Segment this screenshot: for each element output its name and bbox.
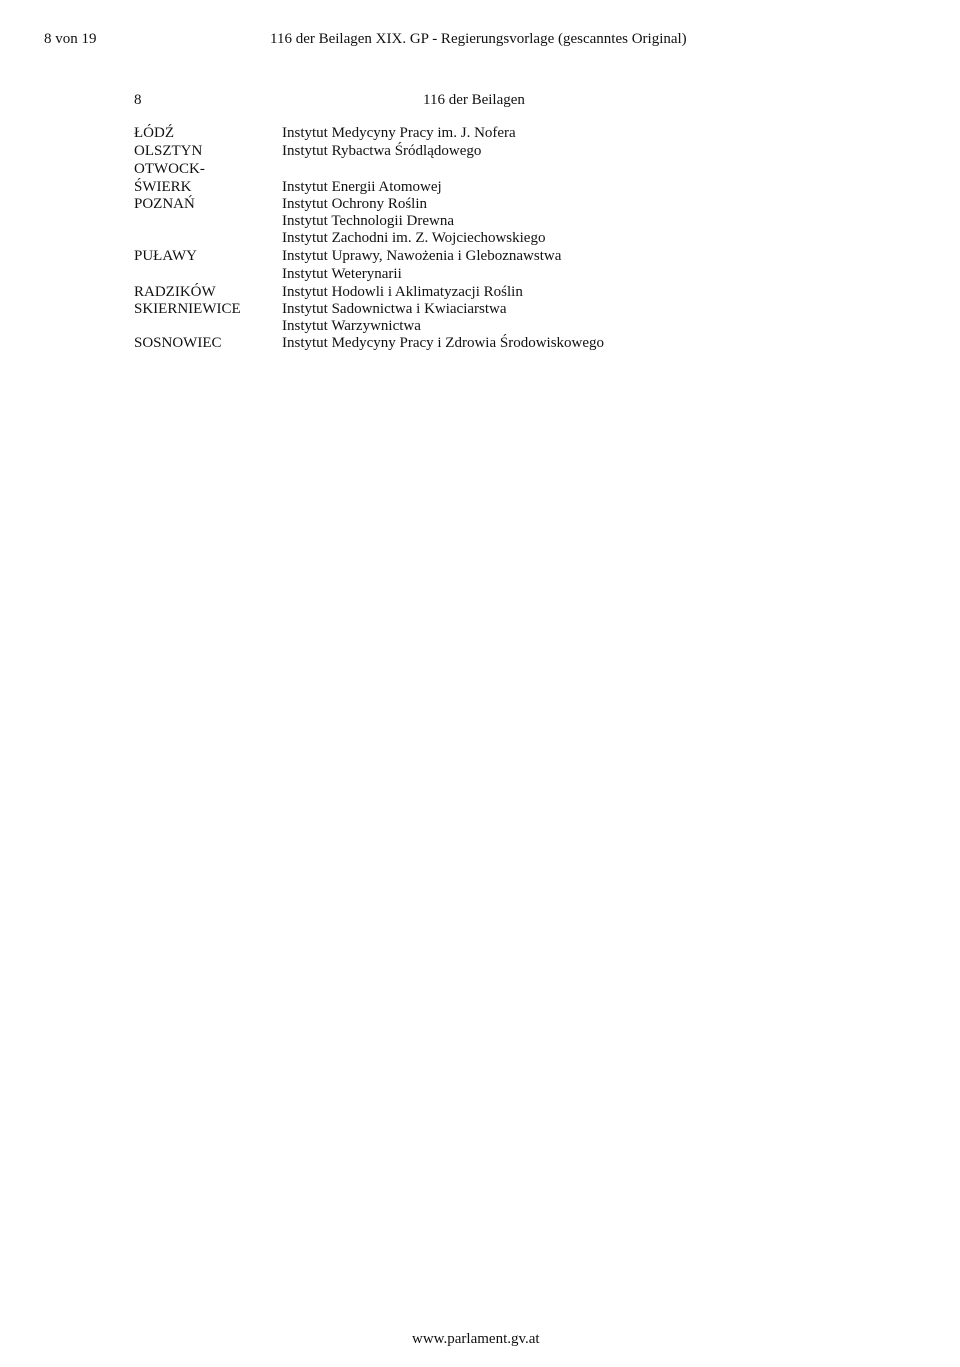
institute-item: Instytut Ochrony Roślin (282, 196, 427, 212)
institute-item: Instytut Medycyny Pracy im. J. Nofera (282, 125, 516, 141)
city-otwock: OTWOCK- (134, 161, 205, 177)
city-sosnowiec: SOSNOWIEC (134, 335, 222, 351)
institute-item: Instytut Energii Atomowej (282, 179, 442, 195)
page-number: 8 (134, 92, 142, 108)
institute-item: Instytut Rybactwa Śródlądowego (282, 143, 482, 159)
city-lodz: ŁÓDŹ (134, 125, 174, 141)
institute-item: Instytut Zachodni im. Z. Wojciechowskiego (282, 230, 546, 246)
document-title: 116 der Beilagen XIX. GP - Regierungsvorlage (gescanntes Original) (270, 31, 687, 47)
footer-link[interactable]: www.parlament.gv.at (412, 1331, 540, 1347)
city-olsztyn: OLSZTYN (134, 143, 203, 159)
institute-item: Instytut Weterynarii (282, 266, 402, 282)
page-of-label: 8 von 19 (44, 31, 97, 47)
section-title: 116 der Beilagen (423, 92, 525, 108)
institute-item: Instytut Uprawy, Nawożenia i Gleboznawstwa (282, 248, 562, 264)
institute-item: Instytut Warzywnictwa (282, 318, 421, 334)
institute-item: Instytut Sadownictwa i Kwiaciarstwa (282, 301, 507, 317)
city-radzikow: RADZIKÓW (134, 284, 216, 300)
institute-item: Instytut Technologii Drewna (282, 213, 454, 229)
city-poznan: POZNAŃ (134, 196, 195, 212)
city-swierk: ŚWIERK (134, 179, 192, 195)
city-skierniewice: SKIERNIEWICE (134, 301, 241, 317)
city-pulawy: PUŁAWY (134, 248, 197, 264)
institute-item: Instytut Medycyny Pracy i Zdrowia Środowiskowego (282, 335, 605, 351)
institute-item: Instytut Hodowli i Aklimatyzacji Roślin (282, 284, 523, 300)
